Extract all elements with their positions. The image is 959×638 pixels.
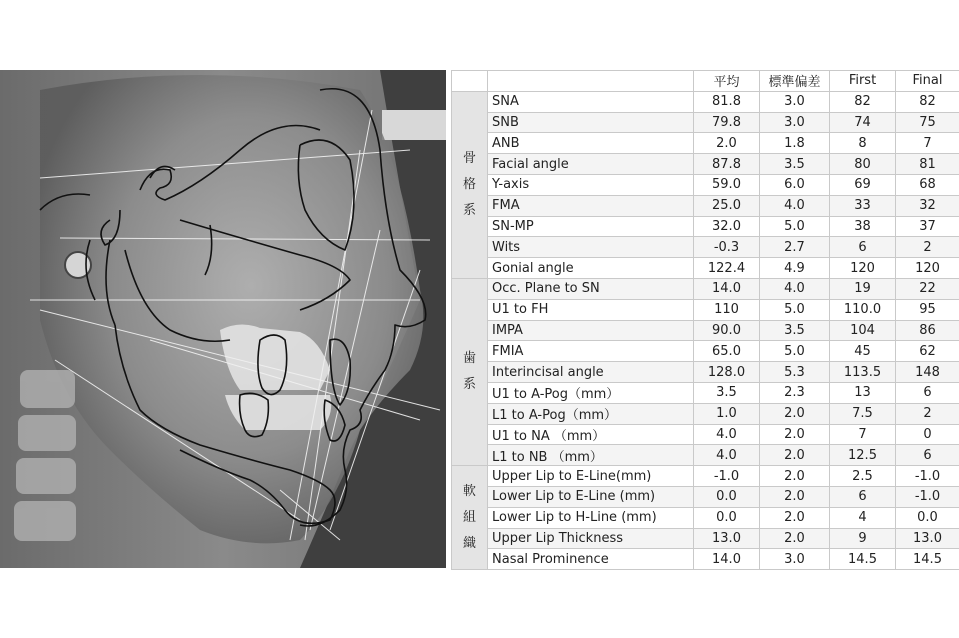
final-value: 82 (896, 91, 959, 112)
table-row (452, 382, 959, 403)
group-label-char: 歯 (462, 351, 476, 367)
sd-value: 4.0 (760, 278, 830, 299)
mean-value: 25.0 (694, 195, 760, 216)
measurement-name: Nasal Prominence (488, 549, 694, 570)
first-value: 8 (830, 133, 896, 154)
mean-value: 3.5 (694, 382, 760, 403)
header-blank-group (452, 71, 488, 92)
final-value: 86 (896, 320, 959, 341)
header-first: First (830, 71, 896, 92)
measurement-name: SNB (488, 112, 694, 133)
measurement-name: FMIA (488, 341, 694, 362)
sd-value: 2.0 (760, 507, 830, 528)
header-mean: 平均 (694, 71, 760, 92)
first-value: 45 (830, 341, 896, 362)
measurement-name: Y-axis (488, 174, 694, 195)
final-value: 7 (896, 133, 959, 154)
mean-value: 122.4 (694, 258, 760, 279)
table-row (452, 278, 959, 299)
mean-value: 90.0 (694, 320, 760, 341)
measurement-name: Wits (488, 237, 694, 258)
group-label (452, 278, 488, 465)
table-row (452, 507, 959, 528)
final-value: 6 (896, 445, 959, 466)
table-row (452, 91, 959, 112)
sd-value: 2.0 (760, 486, 830, 507)
mean-value: 4.0 (694, 424, 760, 445)
final-value: -1.0 (896, 486, 959, 507)
measurement-name: FMA (488, 195, 694, 216)
group-label (452, 91, 488, 278)
table-row (452, 403, 959, 424)
mean-value: 14.0 (694, 549, 760, 570)
final-value: 2 (896, 237, 959, 258)
measurement-name: ANB (488, 133, 694, 154)
sd-value: 1.8 (760, 133, 830, 154)
first-value: 74 (830, 112, 896, 133)
final-value: 13.0 (896, 528, 959, 549)
first-value: 14.5 (830, 549, 896, 570)
sd-value: 4.0 (760, 195, 830, 216)
first-value: 7.5 (830, 403, 896, 424)
sd-value: 3.0 (760, 112, 830, 133)
measurement-name: SNA (488, 91, 694, 112)
sd-value: 2.0 (760, 528, 830, 549)
table-row (452, 237, 959, 258)
measurement-name: IMPA (488, 320, 694, 341)
final-value: 148 (896, 362, 959, 383)
final-value: 75 (896, 112, 959, 133)
mean-value: 2.0 (694, 133, 760, 154)
sd-value: 2.0 (760, 424, 830, 445)
measurement-name: Lower Lip to H-Line (mm) (488, 507, 694, 528)
sd-value: 2.0 (760, 445, 830, 466)
table-row (452, 528, 959, 549)
group-label-char: 系 (462, 377, 476, 393)
final-value: 95 (896, 299, 959, 320)
mean-value: 110 (694, 299, 760, 320)
group-label (452, 466, 488, 570)
first-value: 82 (830, 91, 896, 112)
first-value: 33 (830, 195, 896, 216)
first-value: 120 (830, 258, 896, 279)
group-label-char: 骨 (462, 150, 476, 166)
sd-value: 5.0 (760, 216, 830, 237)
group-label-char: 格 (462, 176, 476, 192)
table-row (452, 258, 959, 279)
final-value: -1.0 (896, 466, 959, 487)
first-value: 4 (830, 507, 896, 528)
mean-value: 1.0 (694, 403, 760, 424)
measurement-name: Upper Lip Thickness (488, 528, 694, 549)
first-value: 80 (830, 154, 896, 175)
final-value: 81 (896, 154, 959, 175)
table-row (452, 445, 959, 466)
final-value: 68 (896, 174, 959, 195)
cephalometric-measurements-table (451, 70, 959, 570)
measurement-name: Upper Lip to E-Line(mm) (488, 466, 694, 487)
final-value: 120 (896, 258, 959, 279)
table-row (452, 174, 959, 195)
group-label-char: 織 (462, 535, 476, 551)
measurement-name: Facial angle (488, 154, 694, 175)
sd-value: 3.5 (760, 154, 830, 175)
mean-value: 32.0 (694, 216, 760, 237)
table-row (452, 320, 959, 341)
sd-value: 3.0 (760, 549, 830, 570)
first-value: 12.5 (830, 445, 896, 466)
first-value: 104 (830, 320, 896, 341)
sd-value: 3.5 (760, 320, 830, 341)
table-row (452, 486, 959, 507)
sd-value: 5.0 (760, 299, 830, 320)
mean-value: 59.0 (694, 174, 760, 195)
table-row (452, 341, 959, 362)
table-row (452, 466, 959, 487)
mean-value: -1.0 (694, 466, 760, 487)
final-value: 0.0 (896, 507, 959, 528)
mean-value: 65.0 (694, 341, 760, 362)
first-value: 7 (830, 424, 896, 445)
first-value: 2.5 (830, 466, 896, 487)
table-row (452, 424, 959, 445)
table-body (452, 91, 959, 569)
table-row (452, 362, 959, 383)
table-row (452, 299, 959, 320)
measurement-name: SN-MP (488, 216, 694, 237)
table-row (452, 549, 959, 570)
sd-value: 2.0 (760, 466, 830, 487)
mean-value: 4.0 (694, 445, 760, 466)
mean-value: -0.3 (694, 237, 760, 258)
sd-value: 2.3 (760, 382, 830, 403)
measurement-name: Gonial angle (488, 258, 694, 279)
group-label-char: 系 (462, 202, 476, 218)
header-blank-item (488, 71, 694, 92)
table-header-row (452, 71, 959, 92)
table-row (452, 216, 959, 237)
sd-value: 5.0 (760, 341, 830, 362)
final-value: 37 (896, 216, 959, 237)
cephalometric-xray-image (0, 70, 446, 568)
first-value: 38 (830, 216, 896, 237)
mean-value: 128.0 (694, 362, 760, 383)
mean-value: 0.0 (694, 486, 760, 507)
first-value: 19 (830, 278, 896, 299)
measurement-name: L1 to A-Pog（mm） (488, 403, 694, 424)
group-label-char: 組 (462, 509, 476, 525)
table-row (452, 195, 959, 216)
sd-value: 4.9 (760, 258, 830, 279)
first-value: 6 (830, 237, 896, 258)
group-label-char: 軟 (462, 483, 476, 499)
measurement-name: U1 to NA （mm） (488, 424, 694, 445)
mean-value: 14.0 (694, 278, 760, 299)
final-value: 22 (896, 278, 959, 299)
measurement-name: Lower Lip to E-Line (mm) (488, 486, 694, 507)
table-row (452, 154, 959, 175)
final-value: 0 (896, 424, 959, 445)
sd-value: 3.0 (760, 91, 830, 112)
final-value: 2 (896, 403, 959, 424)
measurement-name: U1 to A-Pog（mm） (488, 382, 694, 403)
mean-value: 81.8 (694, 91, 760, 112)
final-value: 32 (896, 195, 959, 216)
measurement-name: U1 to FH (488, 299, 694, 320)
mean-value: 87.8 (694, 154, 760, 175)
measurement-name: Occ. Plane to SN (488, 278, 694, 299)
sd-value: 6.0 (760, 174, 830, 195)
final-value: 6 (896, 382, 959, 403)
mean-value: 79.8 (694, 112, 760, 133)
table-row (452, 133, 959, 154)
measurement-name: Interincisal angle (488, 362, 694, 383)
first-value: 110.0 (830, 299, 896, 320)
final-value: 14.5 (896, 549, 959, 570)
first-value: 69 (830, 174, 896, 195)
sd-value: 5.3 (760, 362, 830, 383)
first-value: 6 (830, 486, 896, 507)
measurement-name: L1 to NB （mm） (488, 445, 694, 466)
first-value: 13 (830, 382, 896, 403)
final-value: 62 (896, 341, 959, 362)
sd-value: 2.7 (760, 237, 830, 258)
first-value: 9 (830, 528, 896, 549)
sd-value: 2.0 (760, 403, 830, 424)
table-row (452, 112, 959, 133)
mean-value: 13.0 (694, 528, 760, 549)
first-value: 113.5 (830, 362, 896, 383)
mean-value: 0.0 (694, 507, 760, 528)
header-standard-deviation: 標準偏差 (760, 71, 830, 92)
header-final: Final (896, 71, 959, 92)
